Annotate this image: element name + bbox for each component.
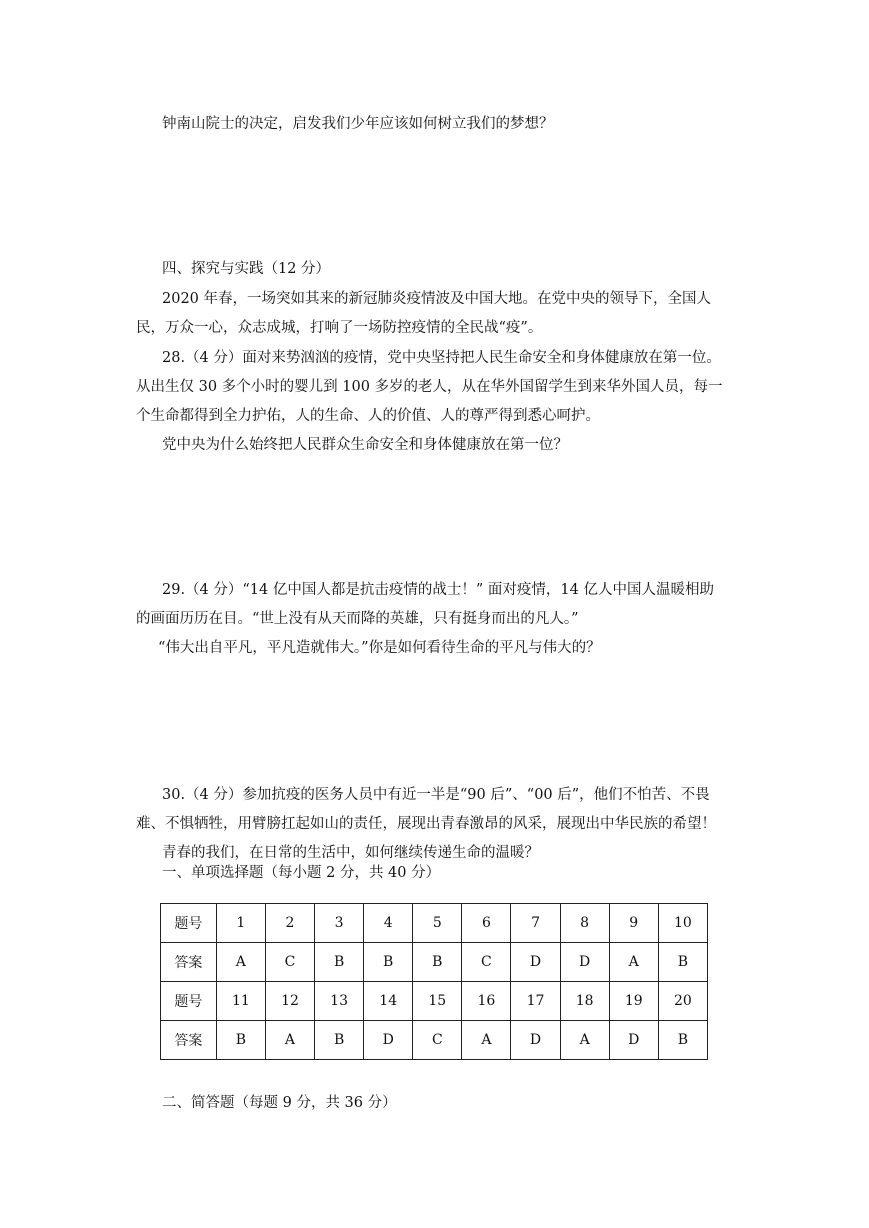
table-cell: A: [216, 943, 265, 982]
table-cell: C: [462, 943, 511, 982]
table-cell: B: [315, 1021, 364, 1060]
table-cell: 7: [511, 904, 560, 943]
table-cell: 15: [413, 982, 462, 1021]
table-cell: 19: [609, 982, 658, 1021]
table-cell: B: [364, 943, 413, 982]
table-cell: B: [315, 943, 364, 982]
table-cell: 4: [364, 904, 413, 943]
question-28-line-1: 28.（4 分）面对来势汹汹的疫情，党中央坚持把人民生命安全和身体健康放在第一位。: [162, 350, 721, 366]
table-row-header-cell: 题号: [161, 904, 217, 943]
table-cell: 8: [560, 904, 609, 943]
table-cell: 6: [462, 904, 511, 943]
intro-paragraph-line-1: 2020 年春，一场突如其来的新冠肺炎疫情波及中国大地。在党中央的领导下，全国人: [162, 291, 712, 307]
table-cell: 1: [216, 904, 265, 943]
table-cell: 20: [658, 982, 707, 1021]
table-cell: A: [560, 1021, 609, 1060]
question-28-prompt: 党中央为什么始终把人民群众生命安全和身体健康放在第一位？: [162, 437, 568, 453]
table-cell: B: [413, 943, 462, 982]
table-cell: D: [364, 1021, 413, 1060]
answer-section-heading-short-answer: 二、简答题（每题 9 分，共 36 分）: [162, 1095, 397, 1111]
table-cell: A: [265, 1021, 314, 1060]
table-cell: 13: [315, 982, 364, 1021]
table-row: [161, 943, 708, 982]
table-row-header-cell: 答案: [161, 943, 217, 982]
table-cell: 14: [364, 982, 413, 1021]
intro-paragraph-line-2: 民，万众一心，众志成城，打响了一场防控疫情的全民战“疫”。: [136, 320, 543, 336]
table-cell: 11: [216, 982, 265, 1021]
table-cell: D: [511, 1021, 560, 1060]
question-30-line-1: 30.（4 分）参加抗疫的医务人员中有近一半是“90 后”、“00 后”，他们不怕苦、不畏: [162, 787, 710, 803]
answer-section-heading-single-choice: 一、单项选择题（每小题 2 分，共 40 分）: [162, 865, 441, 881]
question-28-line-3: 个生命都得到全力护佑，人的生命、人的价值、人的尊严得到悉心呵护。: [136, 408, 600, 424]
table-row: [161, 982, 708, 1021]
table-cell: D: [560, 943, 609, 982]
table-row: [161, 1021, 708, 1060]
table-cell: 16: [462, 982, 511, 1021]
question-29-line-2: 的画面历历在目。“世上没有从天而降的英雄，只有挺身而出的凡人。”: [136, 611, 579, 627]
question-prompt-zhong-nanshan: 钟南山院士的决定，启发我们少年应该如何树立我们的梦想？: [162, 116, 554, 132]
table-cell: 18: [560, 982, 609, 1021]
table-cell: 2: [265, 904, 314, 943]
table-cell: B: [658, 943, 707, 982]
answer-key-table: [160, 903, 708, 1060]
question-30-line-2: 难、不惧牺牲，用臂膀扛起如山的责任，展现出青春激昂的风采，展现出中华民族的希望！: [136, 816, 716, 832]
table-cell: 17: [511, 982, 560, 1021]
table-cell: B: [658, 1021, 707, 1060]
table-cell: A: [609, 943, 658, 982]
question-28-line-2: 从出生仅 30 多个小时的婴儿到 100 多岁的老人，从在华外国留学生到来华外国人员，每一: [136, 379, 723, 395]
table-cell: D: [609, 1021, 658, 1060]
section-heading-inquiry-practice: 四、探究与实践（12 分）: [162, 261, 331, 277]
table-cell: 10: [658, 904, 707, 943]
table-cell: C: [413, 1021, 462, 1060]
table-cell: 12: [265, 982, 314, 1021]
table-row-header-cell: 题号: [161, 982, 217, 1021]
table-cell: C: [265, 943, 314, 982]
table-cell: 9: [609, 904, 658, 943]
question-29-prompt: “伟大出自平凡，平凡造就伟大。”你是如何看待生命的平凡与伟大的？: [158, 640, 601, 656]
table-cell: B: [216, 1021, 265, 1060]
table-cell: 3: [315, 904, 364, 943]
table-row: [161, 904, 708, 943]
question-29-line-1: 29.（4 分）“14 亿中国人都是抗击疫情的战士！” 面对疫情，14 亿人中国人温暖相助: [162, 582, 714, 598]
table-cell: A: [462, 1021, 511, 1060]
table-row-header-cell: 答案: [161, 1021, 217, 1060]
question-30-prompt: 青春的我们，在日常的生活中，如何继续传递生命的温暖？: [162, 845, 539, 861]
table-cell: 5: [413, 904, 462, 943]
table-cell: D: [511, 943, 560, 982]
